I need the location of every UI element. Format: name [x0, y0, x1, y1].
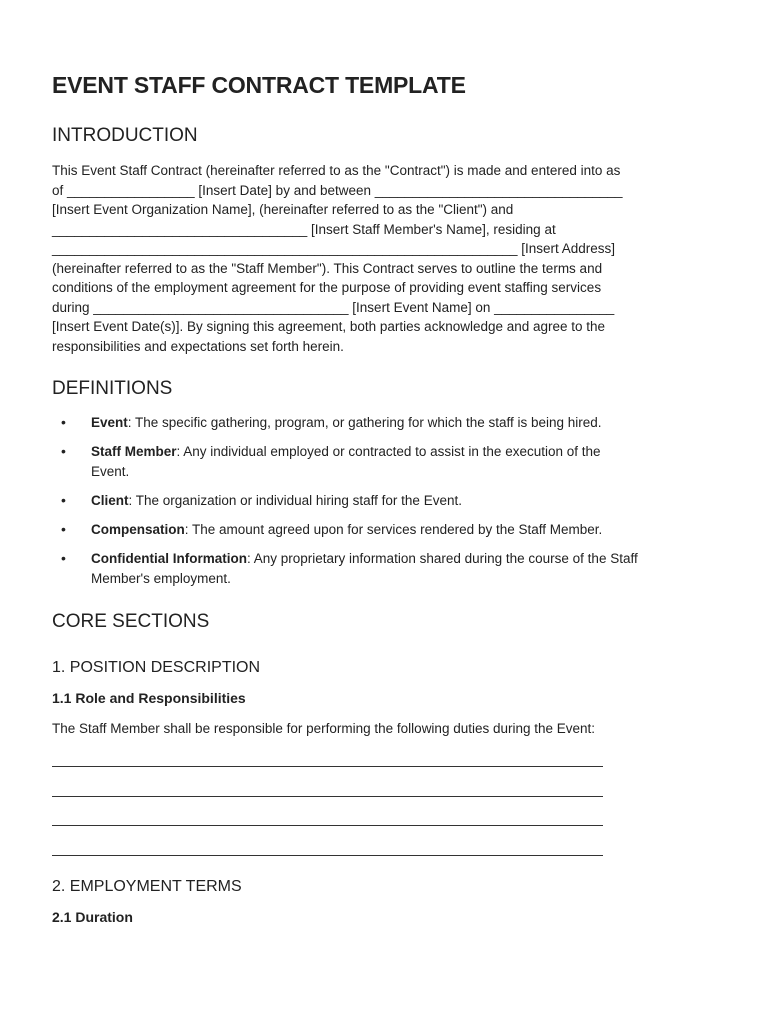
introduction-line: (hereinafter referred to as the "Staff Member"). This Contract serves to outline the terms and [52, 260, 603, 276]
introduction-line: responsibilities and expectations set forth herein. [52, 338, 344, 354]
definition-desc: Event. [91, 463, 130, 479]
duty-blank-line[interactable] [52, 796, 603, 797]
definition-term: Event [91, 415, 128, 430]
section-2-heading: 2. EMPLOYMENT TERMS [52, 878, 242, 895]
duty-blank-line[interactable] [52, 825, 603, 826]
definition-desc: Member's employment. [91, 570, 231, 586]
definition-term: Client [91, 493, 129, 508]
section-2-1-heading: 2.1 Duration [52, 909, 133, 925]
section-1-heading: 1. POSITION DESCRIPTION [52, 659, 261, 676]
introduction-line: [Insert Event Organization Name], (hereinafter referred to as the "Client") and [52, 202, 514, 217]
introduction-line: conditions of the employment agreement for the purpose of providing event staffing services [52, 280, 602, 295]
document-title: EVENT STAFF CONTRACT TEMPLATE [52, 72, 466, 98]
definition-term: Compensation [91, 522, 185, 537]
bullet-icon: • [61, 492, 66, 508]
section-1-1-text [52, 719, 595, 739]
introduction-line: __________________________________ [Insert Staff Member's Name], residing at [52, 221, 556, 237]
bullet-icon: • [61, 443, 66, 459]
introduction-line: during __________________________________ [Insert Event Name] on ________________ [52, 299, 615, 315]
definition-desc: : The amount agreed upon for services rendered by the Staff Member. [184, 522, 603, 537]
bullet-icon: • [61, 521, 66, 537]
introduction-heading: INTRODUCTION [52, 125, 198, 146]
bullet-icon: • [61, 550, 66, 566]
introduction-paragraph [52, 161, 623, 356]
bullet-icon: • [61, 414, 66, 430]
definition-desc: : The organization or individual hiring staff for the Event. [128, 493, 462, 508]
introduction-line: This Event Staff Contract (hereinafter referred to as the "Contract") is made and entered into as [52, 163, 621, 178]
definitions-heading: DEFINITIONS [52, 378, 173, 399]
definition-term: Confidential Information [91, 551, 247, 566]
duty-blank-line[interactable] [52, 855, 603, 856]
definition-term: Staff Member [91, 444, 177, 459]
duty-blank-line[interactable] [52, 766, 603, 767]
section-1-1-heading: 1.1 Role and Responsibilities [52, 690, 246, 706]
definition-desc: : Any proprietary information shared during the course of the Staff [247, 551, 638, 566]
core-sections-heading: CORE SECTIONS [52, 611, 210, 632]
definition-desc: : The specific gathering, program, or gathering for which the staff is being hired. [127, 415, 602, 430]
section-1-1-line: The Staff Member shall be responsible for performing the following duties during the Event: [52, 721, 596, 736]
introduction-line: ______________________________________________________________ [Insert Address] [52, 241, 616, 256]
introduction-line: [Insert Event Date(s)]. By signing this agreement, both parties acknowledge and agree to the [52, 319, 606, 334]
definition-desc: : Any individual employed or contracted to assist in the execution of the [176, 444, 601, 459]
introduction-line: of _________________ [Insert Date] by and between _________________________________ [52, 182, 623, 198]
